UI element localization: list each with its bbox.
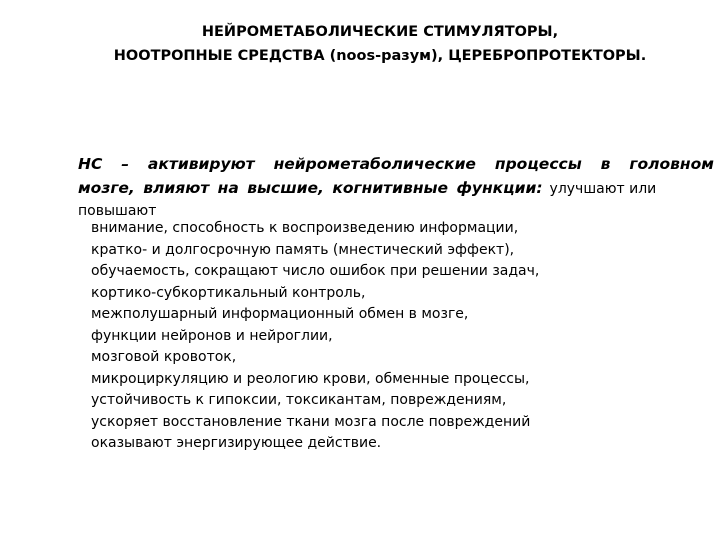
- list-item: ускоряет восстановление ткани мозга после повреждений: [91, 413, 531, 430]
- definition-word: процессы: [494, 155, 582, 173]
- list-item: межполушарный информационный обмен в мозге,: [91, 306, 469, 322]
- list-item: микроциркуляцию и реологию крови, обменные процессы,: [91, 370, 530, 387]
- definition-word: в: [600, 155, 611, 173]
- definition-line-1: [78, 152, 714, 176]
- definition-word: активируют: [147, 155, 255, 173]
- definition-word: головном: [629, 155, 714, 173]
- list-item: кортико-субкортикальный контроль,: [91, 284, 366, 301]
- list-item: обучаемость, сокращают число ошибок при решении задач,: [91, 263, 540, 279]
- slide-title: [60, 20, 700, 68]
- definition-paragraph: [78, 152, 714, 221]
- list-item: кратко- и долгосрочную память (мнестический эффект),: [91, 241, 515, 258]
- definition-word: –: [121, 155, 130, 173]
- definition-line-2: [78, 176, 714, 201]
- list-item: устойчивость к гипоксии, токсикантам, повреждениям,: [91, 392, 507, 408]
- list-item: функции нейронов и нейроглии,: [91, 327, 333, 344]
- list-item: внимание, способность к воспроизведению информации,: [91, 220, 519, 236]
- definition-word: НС: [78, 155, 103, 173]
- effects-list: [91, 218, 539, 455]
- definition-line-3: повышают: [78, 203, 157, 219]
- title-line-1: НЕЙРОМЕТАБОЛИЧЕСКИЕ СТИМУЛЯТОРЫ,: [201, 24, 559, 40]
- list-item: оказывают энергизирующее действие.: [91, 435, 382, 451]
- list-item: мозговой кровоток,: [91, 349, 237, 365]
- definition-word: нейрометаболические: [273, 155, 476, 173]
- definition-emphasis: мозге, влияют на высшие, когнитивные функции:: [78, 179, 543, 197]
- title-line-2: НООТРОПНЫЕ СРЕДСТВА (noos-разум), ЦЕРЕБРОПРОТЕКТОРЫ.: [113, 48, 647, 64]
- definition-plain: улучшают или: [549, 181, 657, 197]
